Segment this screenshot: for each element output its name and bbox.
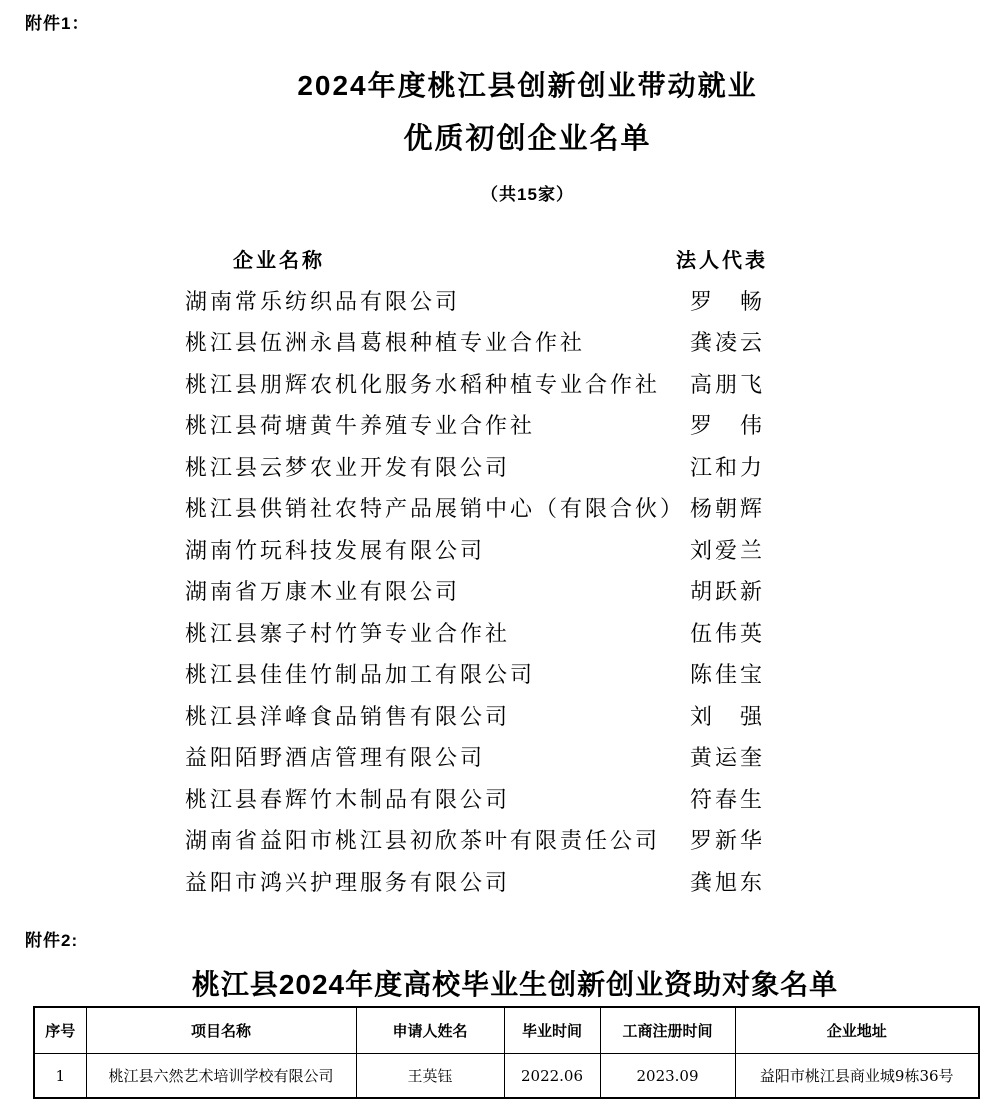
cell-applicant-name: 王英钰 — [356, 1054, 504, 1099]
company-name: 桃江县供销社农特产品展销中心（有限合伙） — [185, 497, 686, 523]
legal-rep-name: 陈佳宝 — [690, 663, 766, 689]
table-header-row — [34, 1007, 979, 1054]
list-item — [0, 487, 1000, 529]
list-item — [0, 363, 1000, 405]
cell-registration-date: 2023.09 — [600, 1054, 735, 1099]
list-item — [0, 446, 1000, 488]
list-item — [0, 819, 1000, 861]
company-name: 桃江县佳佳竹制品加工有限公司 — [185, 663, 536, 689]
list-item — [0, 570, 1000, 612]
list-item — [0, 404, 1000, 446]
company-name: 益阳市鸿兴护理服务有限公司 — [185, 870, 511, 896]
header-serial-number: 序号 — [34, 1007, 86, 1054]
company-name: 桃江县春辉竹木制品有限公司 — [185, 787, 511, 813]
legal-rep-name: 罗新华 — [690, 829, 766, 855]
list-item — [0, 280, 1000, 322]
attachment2-label: 附件2: — [25, 931, 79, 950]
legal-rep-name: 杨朝辉 — [690, 497, 766, 523]
company-name: 湖南常乐纺织品有限公司 — [185, 289, 461, 315]
company-name: 桃江县伍洲永昌葛根种植专业合作社 — [185, 331, 586, 357]
list-item — [0, 861, 1000, 903]
header-applicant-name: 申请人姓名 — [356, 1007, 504, 1054]
header-company-address: 企业地址 — [735, 1007, 979, 1054]
list-item — [0, 321, 1000, 363]
legal-rep-name: 符春生 — [690, 787, 766, 813]
company-name: 桃江县洋峰食品销售有限公司 — [185, 704, 511, 730]
legal-rep-name: 江和力 — [690, 455, 766, 481]
legal-rep-name: 胡跃新 — [690, 580, 766, 606]
legal-rep-name: 刘 强 — [690, 704, 766, 730]
legal-rep-name: 龚凌云 — [690, 331, 766, 357]
header-project-name: 项目名称 — [86, 1007, 356, 1054]
attachment1-title-line1: 2024年度桃江县创新创业带动就业 — [297, 70, 758, 101]
company-name: 湖南省益阳市桃江县初欣茶叶有限责任公司 — [185, 829, 661, 855]
company-name: 桃江县寨子村竹笋专业合作社 — [185, 621, 511, 647]
table-row — [34, 1054, 979, 1099]
company-name-column-header: 企业名称 — [233, 250, 325, 273]
attachment1-title-line2: 优质初创企业名单 — [403, 123, 652, 155]
company-name: 益阳陌野酒店管理有限公司 — [185, 746, 486, 772]
attachment2-title: 桃江县2024年度高校毕业生创新创业资助对象名单 — [191, 969, 839, 1000]
list-item — [0, 653, 1000, 695]
legal-rep-name: 伍伟英 — [690, 621, 766, 647]
header-registration-date: 工商注册时间 — [600, 1007, 735, 1054]
company-count-note: （共15家） — [481, 185, 574, 204]
list-item — [0, 529, 1000, 571]
cell-serial-number: 1 — [34, 1054, 86, 1099]
company-list — [0, 238, 1000, 902]
company-name: 桃江县云梦农业开发有限公司 — [185, 455, 511, 481]
attachment1-label: 附件1： — [25, 14, 90, 33]
cell-graduation-date: 2022.06 — [504, 1054, 600, 1099]
cell-project-name: 桃江县六然艺术培训学校有限公司 — [86, 1054, 356, 1099]
legal-rep-name: 黄运奎 — [690, 746, 766, 772]
company-name: 桃江县朋辉农机化服务水稻种植专业合作社 — [185, 372, 661, 398]
company-list-header — [0, 238, 1000, 280]
legal-rep-name: 罗 伟 — [690, 414, 766, 440]
list-item — [0, 736, 1000, 778]
company-name: 湖南竹玩科技发展有限公司 — [185, 538, 486, 564]
legal-rep-name: 罗 畅 — [690, 289, 766, 315]
grant-recipients-table — [33, 1006, 980, 1099]
header-graduation-date: 毕业时间 — [504, 1007, 600, 1054]
legal-rep-column-header: 法人代表 — [676, 250, 768, 273]
legal-rep-name: 龚旭东 — [690, 870, 766, 896]
company-name: 桃江县荷塘黄牛养殖专业合作社 — [185, 414, 536, 440]
list-item — [0, 695, 1000, 737]
cell-company-address: 益阳市桃江县商业城9栋36号 — [735, 1054, 979, 1099]
list-item — [0, 778, 1000, 820]
list-item — [0, 612, 1000, 654]
company-name: 湖南省万康木业有限公司 — [185, 580, 461, 606]
legal-rep-name: 刘爱兰 — [690, 538, 766, 564]
legal-rep-name: 高朋飞 — [690, 372, 766, 398]
